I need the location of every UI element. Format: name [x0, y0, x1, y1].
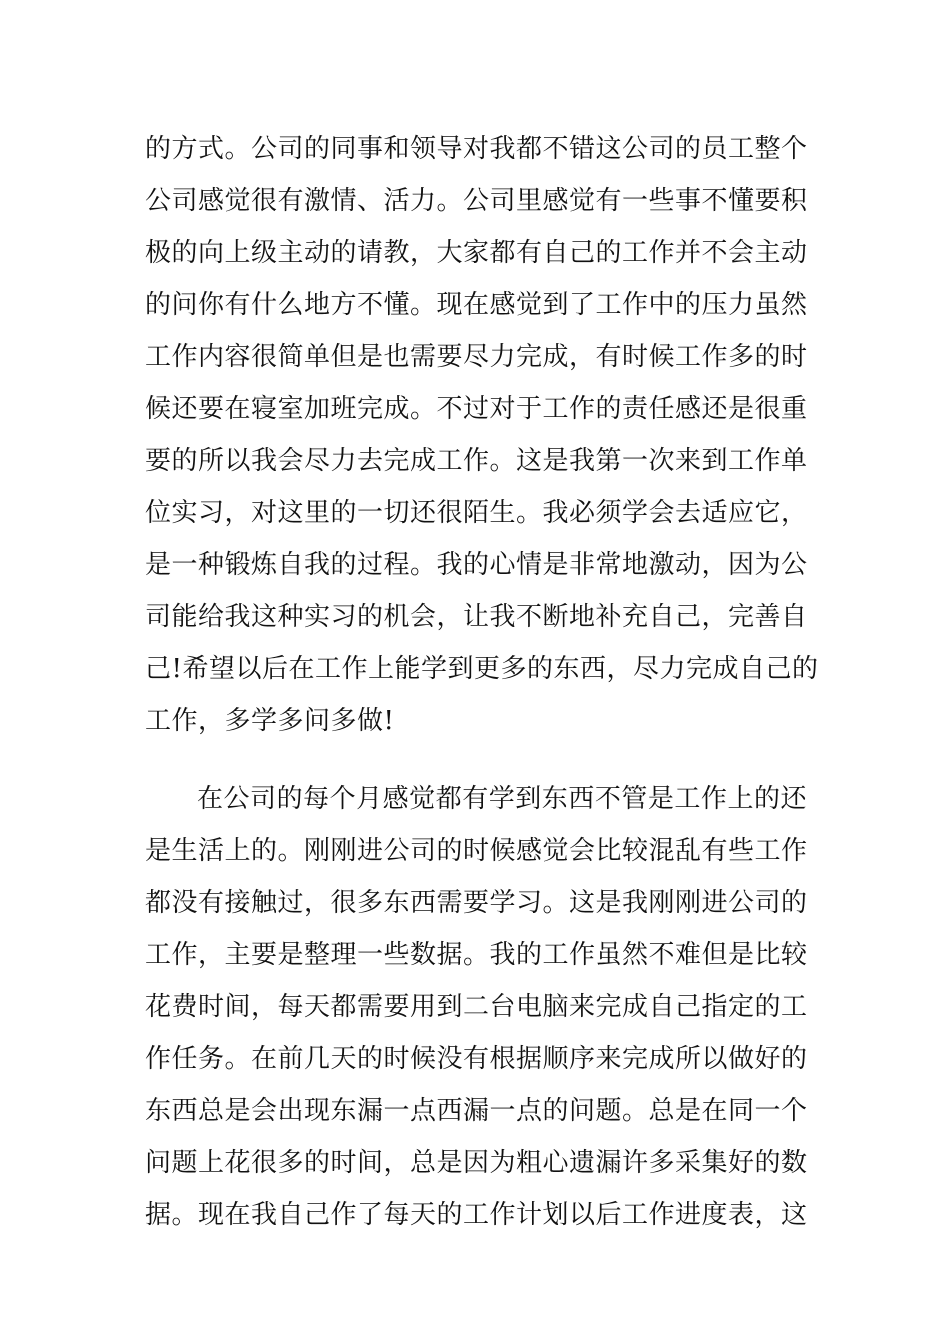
paragraph-line: 据。现在我自己作了每天的工作计划以后工作进度表，这 — [145, 1200, 808, 1230]
paragraph-line: 是一种锻炼自我的过程。我的心情是非常地激动，因为公 — [145, 550, 808, 580]
paragraph-line: 问题上花很多的时间，总是因为粗心遗漏许多采集好的数 — [145, 1148, 808, 1178]
paragraph-line: 要的所以我会尽力去完成工作。这是我第一次来到工作单 — [145, 446, 808, 476]
paragraph-line: 工作内容很简单但是也需要尽力完成，有时候工作多的时 — [145, 342, 808, 372]
paragraph-line: 在公司的每个月感觉都有学到东西不管是工作上的还 — [197, 784, 807, 814]
paragraph-line: 司能给我这种实习的机会，让我不断地补充自己，完善自 — [145, 602, 808, 632]
paragraph-line: 花费时间，每天都需要用到二台电脑来完成自己指定的工 — [145, 992, 808, 1022]
paragraph-line: 作任务。在前几天的时候没有根据顺序来完成所以做好的 — [145, 1044, 808, 1074]
paragraph-line: 是生活上的。刚刚进公司的时候感觉会比较混乱有些工作 — [145, 836, 808, 866]
paragraph-line: 位实习，对这里的一切还很陌生。我必须学会去适应它， — [145, 498, 808, 528]
paragraph-line: 的问你有什么地方不懂。现在感觉到了工作中的压力虽然 — [145, 290, 808, 320]
paragraph-line: 己!希望以后在工作上能学到更多的东西，尽力完成自己的 — [145, 654, 819, 684]
paragraph-line: 东西总是会出现东漏一点西漏一点的问题。总是在同一个 — [145, 1096, 808, 1126]
paragraph-2 — [145, 773, 807, 1241]
paragraph-1 — [145, 123, 819, 747]
paragraph-line: 工作，主要是整理一些数据。我的工作虽然不难但是比较 — [145, 940, 808, 970]
paragraph-line: 候还要在寝室加班完成。不过对于工作的责任感还是很重 — [145, 394, 808, 424]
paragraph-line: 公司感觉很有激情、活力。公司里感觉有一些事不懂要积 — [145, 186, 808, 216]
paragraph-line: 极的向上级主动的请教，大家都有自己的工作并不会主动 — [145, 238, 808, 268]
paragraph-line: 工作，多学多问多做! — [145, 706, 395, 736]
paragraph-line: 都没有接触过，很多东西需要学习。这是我刚刚进公司的 — [145, 888, 808, 918]
paragraph-line: 的方式。公司的同事和领导对我都不错这公司的员工整个 — [145, 134, 808, 164]
